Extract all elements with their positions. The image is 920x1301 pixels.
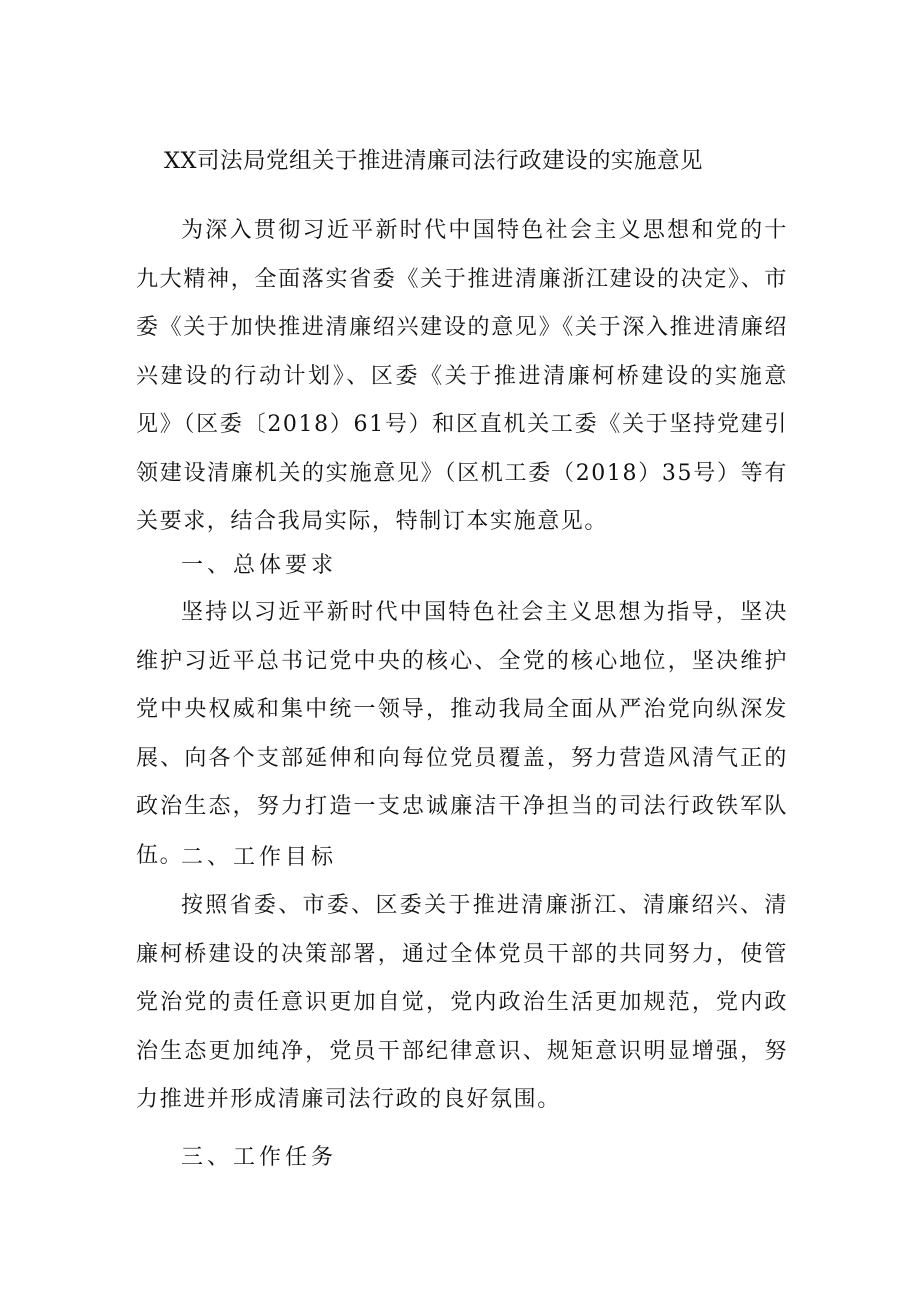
section-heading-work-goals: 二、工作目标 [181, 845, 338, 870]
section-body-overall-requirements: 坚持以习近平新时代中国特色社会主义思想为指导，坚决维护习近平总书记党中央的核心、全党的核心地位，坚决维护党中央权威和集中统一领导，推动我局全面从严治党向纵深发展、向各个支部延伸和向每位党员覆盖，努力营造风清气正的政治生态，努力打造一支忠诚廉洁干净担当的司法行政铁军队伍。 [136, 600, 788, 868]
document-title: XX司法局党组关于推进清廉司法行政建设的实施意见 [164, 148, 704, 174]
section-heading-overall-requirements: 一、总体要求 [181, 553, 338, 578]
section-body-work-goals: 按照省委、市委、区委关于推进清廉浙江、清廉绍兴、清廉柯桥建设的决策部署，通过全体党员干部的共同努力，使管党治党的责任意识更加自觉，党内政治生活更加规范，党内政治生态更加纯净，党员干部纪律意识、规矩意识明显增强，努力推进并形成清廉司法行政的良好氛围。 [136, 893, 788, 1112]
intro-paragraph: 为深入贯彻习近平新时代中国特色社会主义思想和党的十九大精神，全面落实省委《关于推进清廉浙江建设的决定》、市委《关于加快推进清廉绍兴建设的意见》《关于深入推进清廉绍兴建设的行动计划》、区委《关于推进清廉柯桥建设的实施意见》（区委〔2018）61号）和区直机关工委《关于坚持党建引领建设清廉机关的实施意见》（区机工委（2018）35号）等有关要求，结合我局实际，特制订本实施意见。 [136, 218, 788, 534]
section-heading-work-tasks: 三、工作任务 [181, 1145, 338, 1170]
